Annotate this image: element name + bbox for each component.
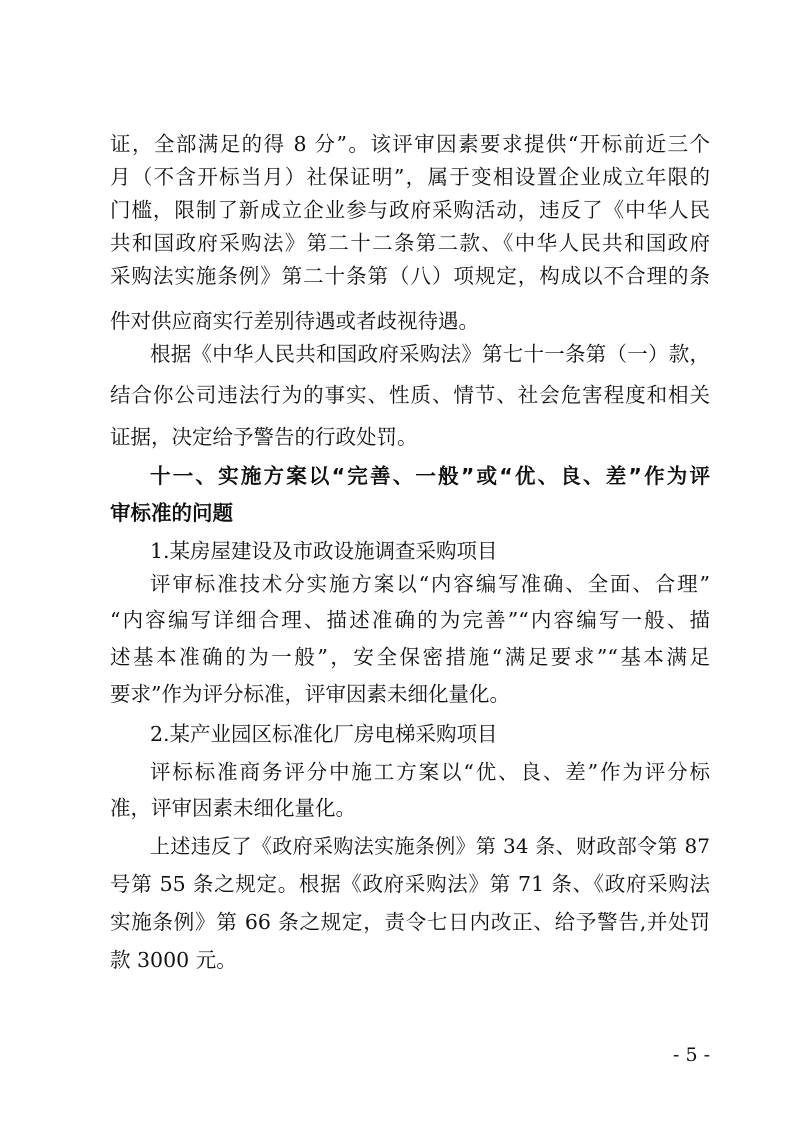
paragraph-line: 评审标准技术分实施方案以“内容编写准确、全面、合理” <box>150 572 710 596</box>
paragraph-line: 共和国政府采购法》第二十二条第二款、《中华人民共和国政府 <box>110 231 710 255</box>
paragraph-line: 号第 55 条之规定。根据《政府采购法》第 71 条、《政府采购法 <box>110 872 710 896</box>
paragraph-line: 款 3000 元。 <box>110 948 237 972</box>
paragraph-line: 结合你公司违法行为的事实、性质、情节、社会危害程度和相关 <box>110 383 710 407</box>
paragraph-line: 实施条例》第 66 条之规定，责令七日内改正、给予警告,并处罚 <box>110 910 710 934</box>
item-heading: 1.某房屋建设及市政设施调查采购项目 <box>150 539 498 563</box>
paragraph-line: “内容编写详细合理、描述准确的为完善”“内容编写一般、描 <box>110 608 710 632</box>
paragraph-line: 上述违反了《政府采购法实施条例》第 34 条、财政部令第 87 <box>150 834 710 858</box>
paragraph-line: 评标标准商务评分中施工方案以“优、良、差”作为评分标 <box>150 760 710 784</box>
paragraph-line: 件对供应商实行差别待遇或者歧视待遇。 <box>110 309 479 333</box>
paragraph-line: 准，评审因素未细化量化。 <box>110 796 356 820</box>
paragraph-line: 证据，决定给予警告的行政处罚。 <box>110 425 418 449</box>
item-heading: 2.某产业园区标准化厂房电梯采购项目 <box>150 722 498 746</box>
section-heading: 十一、实施方案以“完善、一般”或“优、良、差”作为评 <box>150 464 710 488</box>
paragraph-line: 证，全部满足的得 8 分”。该评审因素要求提供“开标前近三个 <box>110 132 710 156</box>
paragraph-line: 采购法实施条例》第二十条第（八）项规定，构成以不合理的条 <box>110 264 710 288</box>
page-number: - 5 - <box>672 1044 710 1066</box>
section-heading: 审标准的问题 <box>110 501 233 525</box>
paragraph-line: 月（不含开标当月）社保证明”，属于变相设置企业成立年限的 <box>110 165 710 189</box>
paragraph-line: 述基本准确的为一般”，安全保密措施“满足要求”“基本满足 <box>110 645 710 669</box>
paragraph-line: 门槛，限制了新成立企业参与政府采购活动，违反了《中华人民 <box>110 198 710 222</box>
paragraph-line: 要求”作为评分标准，评审因素未细化量化。 <box>110 682 510 706</box>
paragraph-line: 根据《中华人民共和国政府采购法》第七十一条第（一）款， <box>150 342 710 366</box>
